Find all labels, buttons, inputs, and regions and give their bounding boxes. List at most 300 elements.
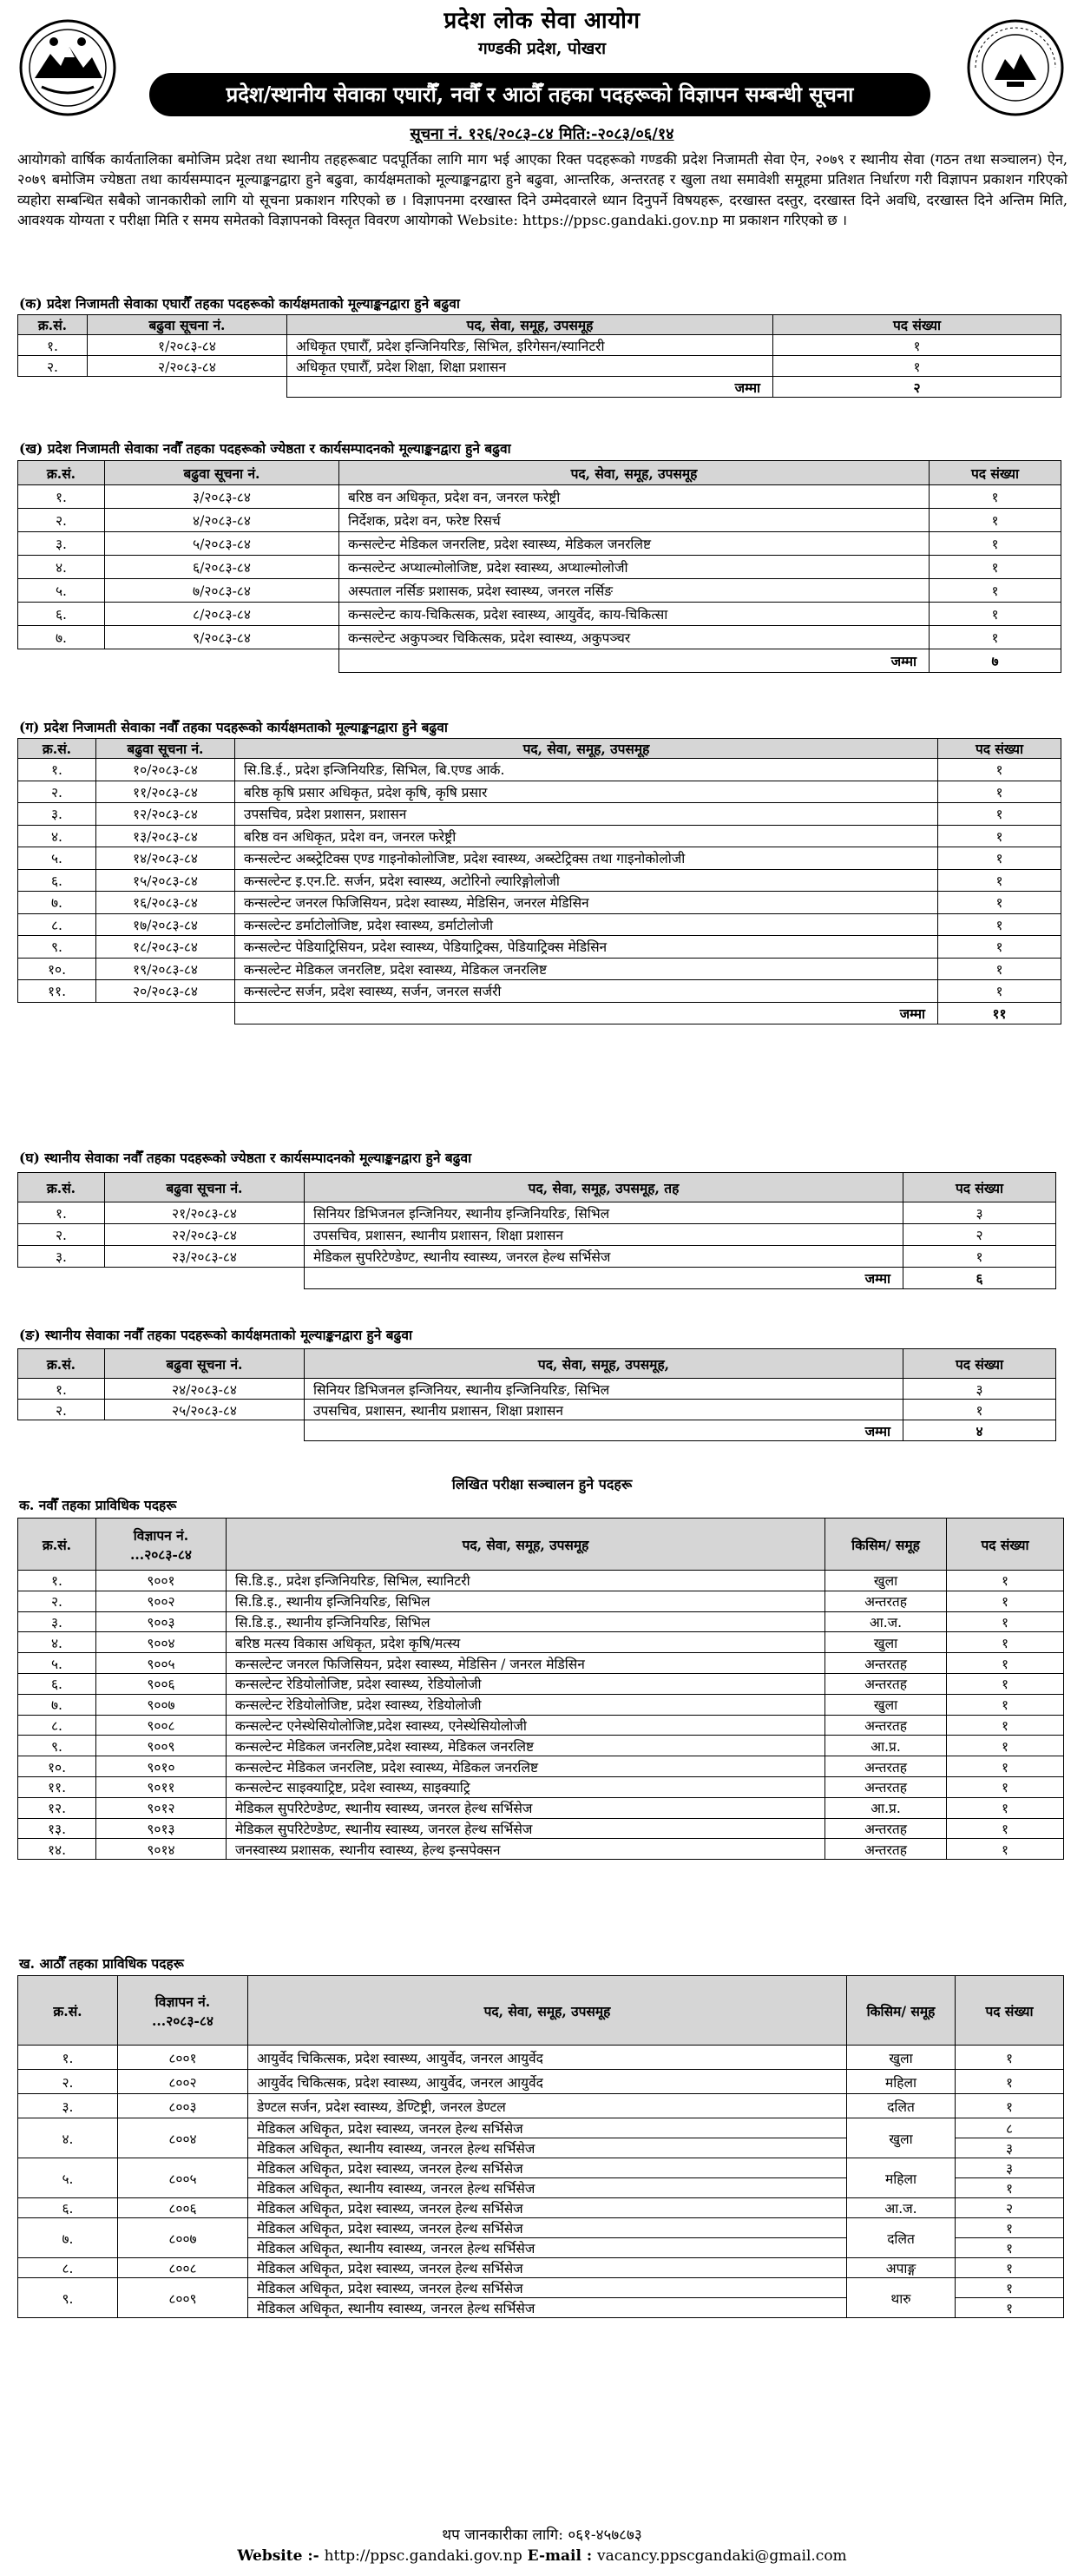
post-cell: उपसचिव, प्रदेश प्रशासन, प्रशासन <box>235 803 938 826</box>
section-kha-title: (ख) प्रदेश निजामती सेवाका नवौँ तहका पदहरूको ज्येष्ठता र कार्यसम्पादनको मूल्याङ्कनद्वारा हुने बढुवा <box>19 440 511 457</box>
group-cell: अन्तरतह <box>825 1653 947 1674</box>
serial-cell: ९. <box>18 936 96 959</box>
serial-cell: ११. <box>18 1776 96 1797</box>
notice-no-cell: १७/२०८३-८४ <box>96 913 235 936</box>
blank-cell <box>18 649 339 673</box>
serial-cell: ११. <box>18 980 96 1003</box>
serial-cell: ७. <box>18 2218 118 2258</box>
count-cell: १ <box>930 603 1061 626</box>
table-row <box>18 1756 1064 1777</box>
group-cell: खुला <box>825 1632 947 1653</box>
count-cell: २ <box>903 1224 1056 1246</box>
notice-banner: प्रदेश/स्थानीय सेवाका एघारौँ, नवौँ र आठौँ तहका पदहरूको विज्ञापन सम्बन्धी सूचना <box>149 73 930 116</box>
table-row <box>18 936 1061 959</box>
count-cell: १ <box>956 2094 1064 2118</box>
post-cell: मेडिकल अधिकृत, प्रदेश स्वास्थ्य, जनरल हेल्थ सर्भिसेज <box>248 2118 847 2138</box>
serial-cell: १. <box>18 1202 105 1224</box>
post-cell: सि.डि.इ., प्रदेश इन्जिनियरिङ, सिभिल, स्यानिटरी <box>227 1571 825 1591</box>
post-cell: कन्सल्टेन्ट मेडिकल जनरलिष्ट,प्रदेश स्वास्थ्य, मेडिकल जनरलिष्ट <box>227 1736 825 1756</box>
table-row <box>18 1246 1056 1268</box>
table-row <box>18 2158 1064 2178</box>
ad-no-cell: ८००२ <box>118 2070 248 2094</box>
post-cell: कन्सल्टेन्ट काय-चिकित्सक, प्रदेश स्वास्थ्य, आयुर्वेद, काय-चिकित्सा <box>339 603 930 626</box>
count-cell: ३ <box>956 2158 1064 2178</box>
col-header: पद, सेवा, समूह, उपसमूह, <box>305 1349 903 1379</box>
count-cell: १ <box>947 1797 1064 1818</box>
ad-no-cell: ८००८ <box>118 2258 248 2278</box>
count-cell: १ <box>930 626 1061 649</box>
notice-no-cell: १५/२०८३-८४ <box>96 869 235 892</box>
total-row <box>18 1002 1061 1024</box>
serial-cell: २. <box>18 2070 118 2094</box>
notice-no-cell: ८/२०८३-८४ <box>105 603 339 626</box>
table-row <box>18 980 1061 1003</box>
post-cell: सिनियर डिभिजनल इन्जिनियर, स्थानीय इन्जिनियरिङ, सिभिल <box>305 1379 903 1400</box>
notice-no-cell: २५/२०८३-८४ <box>105 1400 305 1420</box>
notice-no-cell: १६/२०८३-८४ <box>96 892 235 914</box>
count-cell: १ <box>956 2046 1064 2070</box>
serial-cell: २. <box>18 1591 96 1611</box>
count-cell: १ <box>930 556 1061 579</box>
blank-cell <box>18 377 287 398</box>
col-header: पद, सेवा, समूह, उपसमूह <box>339 461 930 485</box>
serial-cell: ६. <box>18 603 105 626</box>
post-cell: मेडिकल अधिकृत, प्रदेश स्वास्थ्य, जनरल हेल्थ सर्भिसेज <box>248 2258 847 2278</box>
count-cell: १ <box>903 1246 1056 1268</box>
serial-cell: ६. <box>18 869 96 892</box>
table-row <box>18 825 1061 847</box>
col-header: क्र.सं. <box>18 739 96 759</box>
total-value: २ <box>773 377 1061 398</box>
post-cell: कन्सल्टेन्ट एनेस्थेसियोलोजिष्ट,प्रदेश स्वास्थ्य, एनेस्थेसियोलोजी <box>227 1715 825 1736</box>
post-cell: आयुर्वेद चिकित्सक, प्रदेश स्वास्थ्य, आयुर्वेद, जनरल आयुर्वेद <box>248 2046 847 2070</box>
count-cell: १ <box>956 2178 1064 2198</box>
total-label: जम्मा <box>287 377 773 398</box>
post-cell: मेडिकल अधिकृत, प्रदेश स्वास्थ्य, जनरल हेल्थ सर्भिसेज <box>248 2198 847 2218</box>
post-cell: सिनियर डिभिजनल इन्जिनियर, स्थानीय इन्जिनियरिङ, सिभिल <box>305 1202 903 1224</box>
ad-no-cell: ९०१२ <box>96 1797 227 1818</box>
ad-no-cell: ८००९ <box>118 2278 248 2318</box>
serial-cell: १३. <box>18 1818 96 1839</box>
group-cell: अन्तरतह <box>825 1756 947 1777</box>
table-row <box>18 1673 1064 1694</box>
total-value: ६ <box>903 1268 1056 1289</box>
serial-cell: १२. <box>18 1797 96 1818</box>
table-row <box>18 532 1061 556</box>
table-row <box>18 759 1061 781</box>
col-header: पद, सेवा, समूह, उपसमूह <box>248 1976 847 2046</box>
notice-no-cell: १९/२०८३-८४ <box>96 958 235 980</box>
post-cell: कन्सल्टेन्ट अप्थाल्मोलोजिष्ट, प्रदेश स्वास्थ्य, अप्थाल्मोलोजी <box>339 556 930 579</box>
post-cell: कन्सल्टेन्ट सर्जन, प्रदेश स्वास्थ्य, सर्जन, जनरल सर्जरी <box>235 980 938 1003</box>
ad-no-cell: ९००७ <box>96 1694 227 1715</box>
post-cell: मेडिकल अधिकृत, प्रदेश स्वास्थ्य, जनरल हेल्थ सर्भिसेज <box>248 2218 847 2238</box>
notice-no-cell: ५/२०८३-८४ <box>105 532 339 556</box>
col-header: बढुवा सूचना नं. <box>105 1349 305 1379</box>
page-subtitle: गण्डकी प्रदेश, पोखरा <box>477 39 606 58</box>
group-cell: खुला <box>825 1571 947 1591</box>
ad-no-cell: ८००४ <box>118 2118 248 2158</box>
table-row <box>18 1694 1064 1715</box>
table-row <box>18 1400 1056 1420</box>
count-cell: १ <box>930 509 1061 532</box>
table-row <box>18 1839 1064 1860</box>
table-row <box>18 892 1061 914</box>
notice-no-cell: ४/२०८३-८४ <box>105 509 339 532</box>
table-row <box>18 2258 1064 2278</box>
serial-cell: १०. <box>18 958 96 980</box>
serial-cell: ९. <box>18 1736 96 1756</box>
post-cell: बरिष्ठ मत्स्य विकास अधिकृत, प्रदेश कृषि/मत्स्य <box>227 1632 825 1653</box>
table-ninth-technical <box>17 1518 1064 1860</box>
table-body <box>18 485 1061 673</box>
serial-cell: ८. <box>18 2258 118 2278</box>
eighth-level-title: ख. आठौँ तहका प्राविधिक पदहरू <box>19 1955 184 1972</box>
table-row <box>18 2278 1064 2298</box>
serial-cell: १०. <box>18 1756 96 1777</box>
post-cell: बरिष्ठ वन अधिकृत, प्रदेश वन, जनरल फरेष्ट्री <box>235 825 938 847</box>
notice-no-cell: १०/२०८३-८४ <box>96 759 235 781</box>
ad-no-cell: ८००१ <box>118 2046 248 2070</box>
table-row <box>18 781 1061 803</box>
post-cell: मेडिकल सुपरिटेण्डेण्ट, स्थानीय स्वास्थ्य, जनरल हेल्थ सर्भिसेज <box>227 1797 825 1818</box>
group-cell: आ.ज. <box>847 2198 956 2218</box>
group-cell: आ.प्र. <box>825 1797 947 1818</box>
ad-no-cell: ९००२ <box>96 1591 227 1611</box>
notice-no-cell: १३/२०८३-८४ <box>96 825 235 847</box>
group-cell: दलित <box>847 2218 956 2258</box>
serial-cell: ३. <box>18 803 96 826</box>
website-link[interactable]: http://ppsc.gandaki.gov.np <box>324 2547 522 2565</box>
count-cell: १ <box>938 825 1061 847</box>
col-header: किसिम/ समूह <box>847 1976 956 2046</box>
written-exam-title: लिखित परीक्षा सञ्चालन हुने पदहरू <box>451 1476 633 1492</box>
blank-cell <box>18 1002 235 1024</box>
col-header: पद, सेवा, समूह, उपसमूह, तह <box>305 1173 903 1202</box>
group-cell: दलित <box>847 2094 956 2118</box>
ad-no-cell: ९०११ <box>96 1776 227 1797</box>
table-row <box>18 803 1061 826</box>
table-body <box>18 759 1061 1024</box>
post-cell: कन्सल्टेन्ट साइक्याट्रिष्ट, प्रदेश स्वास्थ्य, साइक्याट्रि <box>227 1776 825 1797</box>
ad-no-cell: ८००५ <box>118 2158 248 2198</box>
notice-number: सूचना नं. १२६/२०८३-८४ मिति:-२०८३/०६/१४ <box>410 125 674 143</box>
serial-cell: ८. <box>18 1715 96 1736</box>
ad-no-cell: ९०१३ <box>96 1818 227 1839</box>
col-header: क्र.सं. <box>18 1349 105 1379</box>
total-label: जम्मा <box>305 1268 903 1289</box>
table-row <box>18 1715 1064 1736</box>
table-body <box>18 2046 1064 2318</box>
table-section-ka <box>17 314 1061 398</box>
table-row <box>18 1776 1064 1797</box>
total-label: जम्मा <box>339 649 930 673</box>
table-row <box>18 509 1061 532</box>
serial-cell: ३. <box>18 1611 96 1632</box>
section-ga-title: (ग) प्रदेश निजामती सेवाका नवौँ तहका पदहरूको कार्यक्षमताको मूल्याङ्कनद्वारा हुने बढुवा <box>19 719 448 735</box>
count-cell: १ <box>947 1756 1064 1777</box>
serial-cell: १. <box>18 1571 96 1591</box>
serial-cell: ४. <box>18 556 105 579</box>
table-section-kha <box>17 460 1061 673</box>
post-cell: मेडिकल अधिकृत, स्थानीय स्वास्थ्य, जनरल हेल्थ सर्भिसेज <box>248 2178 847 2198</box>
group-cell: अन्तरतह <box>825 1591 947 1611</box>
notice-no-cell: २०/२०८३-८४ <box>96 980 235 1003</box>
table-body <box>18 1202 1056 1289</box>
post-cell: कन्सल्टेन्ट डर्माटोलोजिष्ट, प्रदेश स्वास्थ्य, डर्माटोलोजी <box>235 913 938 936</box>
post-cell: जनस्वास्थ्य प्रशासक, स्थानीय स्वास्थ्य, हेल्थ इन्सपेक्सन <box>227 1839 825 1860</box>
serial-cell: ८. <box>18 913 96 936</box>
table-row <box>18 1611 1064 1632</box>
count-cell: १ <box>930 579 1061 603</box>
group-cell: महिला <box>847 2158 956 2198</box>
serial-cell: २. <box>18 1400 105 1420</box>
serial-cell: १. <box>18 759 96 781</box>
table-row <box>18 1736 1064 1756</box>
post-cell: मेडिकल अधिकृत, स्थानीय स्वास्थ्य, जनरल हेल्थ सर्भिसेज <box>248 2238 847 2258</box>
count-cell: १ <box>947 1818 1064 1839</box>
group-cell: अन्तरतह <box>825 1818 947 1839</box>
post-cell: मेडिकल सुपरिटेण्डेण्ट, स्थानीय स्वास्थ्य, जनरल हेल्थ सर्भिसेज <box>305 1246 903 1268</box>
footer-links: Website :- http://ppsc.gandaki.gov.np E-mail : vacancy.ppscgandaki@gmail.com <box>237 2547 847 2565</box>
count-cell: ३ <box>903 1379 1056 1400</box>
serial-cell: ५. <box>18 847 96 870</box>
total-row <box>18 377 1061 398</box>
count-cell: १ <box>947 1632 1064 1653</box>
notice-no-cell: २२/२०८३-८४ <box>105 1224 305 1246</box>
post-cell: कन्सल्टेन्ट मेडिकल जनरलिष्ट, प्रदेश स्वास्थ्य, मेडिकल जनरलिष्ट <box>339 532 930 556</box>
notice-no-cell: १/२०८३-८४ <box>88 335 287 356</box>
count-cell: १ <box>956 2070 1064 2094</box>
intro-paragraph: आयोगको वार्षिक कार्यतालिका बमोजिम प्रदेश तथा स्थानीय तहहरूबाट पदपूर्तिका लागि माग भई आएका रिक्त पदहरूको गण्डकी प्रदेश निजामती सेवा ऐन, २०७९ र स्थानीय सेवा (गठन तथा सञ्चालन) ऐन, २०७९ बमोजिम ज्येष्ठता तथा कार्यसम्पादन मूल्याङ्कनद्वारा हुने बढुवा, कार्यक्षमताको मूल्याङ्कनद्वारा हुने बढुवा, आन्तरिक, अन्तरतह र खुला तथा समावेशी समूहमा प्रतिशत निर्धारण गरी विज्ञापन प्रकाशन गरिएको व्यहोरा सम्बन्धित सबैको जानकारीको लागि यो सूचना प्रकाशन गरिएको छ । विज्ञापनमा दरखास्त दिने उम्मेदवारले ध्यान दिनुपर्ने विषयहरू, दरखास्त दस्तुर, दरखास्त दिने अवधि, दरखास्त दिने अन्तिम मिति, आवश्यक योग्यता र परीक्षा मिति र समय समेतको विज्ञापनको विस्तृत विवरण आयोगको Website: https://ppsc.gandaki.gov.np मा प्रकाशन गरिएको छ । <box>17 151 1068 229</box>
ad-no-cell: ९००९ <box>96 1736 227 1756</box>
post-cell: बरिष्ठ वन अधिकृत, प्रदेश वन, जनरल फरेष्ट्री <box>339 485 930 509</box>
table-row <box>18 2118 1064 2138</box>
post-cell: कन्सल्टेन्ट जनरल फिजिसियन, प्रदेश स्वास्थ्य, मेडिसिन / जनरल मेडिसिन <box>227 1653 825 1674</box>
table-row <box>18 485 1061 509</box>
table-row <box>18 913 1061 936</box>
col-header: बढुवा सूचना नं. <box>105 461 339 485</box>
count-cell: १ <box>930 532 1061 556</box>
count-cell: १ <box>947 1776 1064 1797</box>
post-cell: मेडिकल अधिकृत, प्रदेश स्वास्थ्य, जनरल हेल्थ सर्भिसेज <box>248 2278 847 2298</box>
ad-no-cell: ८००६ <box>118 2198 248 2218</box>
col-header: पद, सेवा, समूह, उपसमूह <box>235 739 938 759</box>
notice-no-cell: २/२०८३-८४ <box>88 356 287 377</box>
count-cell: १ <box>947 1591 1064 1611</box>
section-gha-title: (घ) स्थानीय सेवाका नवौँ तहका पदहरूको ज्येष्ठता र कार्यसम्पादनको मूल्याङ्कनद्वारा हुने बढुवा <box>19 1150 472 1166</box>
serial-cell: २. <box>18 356 88 377</box>
count-cell: १ <box>773 335 1061 356</box>
notice-no-cell: ९/२०८३-८४ <box>105 626 339 649</box>
table-section-gha <box>17 1172 1056 1289</box>
ad-no-cell: ९०१४ <box>96 1839 227 1860</box>
table-row <box>18 1591 1064 1611</box>
count-cell: १ <box>938 958 1061 980</box>
post-cell: निर्देशक, प्रदेश वन, फरेष्ट रिसर्च <box>339 509 930 532</box>
table-row <box>18 626 1061 649</box>
post-cell: कन्सल्टेन्ट अब्स्ट्रेटिक्स एण्ड गाइनोकोलोजिष्ट, प्रदेश स्वास्थ्य, अब्स्टेट्रिक्स तथा गाइनोकोलोजी <box>235 847 938 870</box>
count-cell: १ <box>938 869 1061 892</box>
serial-cell: १४. <box>18 1839 96 1860</box>
notice-no-cell: २४/२०८३-८४ <box>105 1379 305 1400</box>
group-cell: अन्तरतह <box>825 1776 947 1797</box>
page-title: प्रदेश लोक सेवा आयोग <box>443 8 641 34</box>
count-cell: ८ <box>956 2118 1064 2138</box>
col-header: किसिम/ समूह <box>825 1519 947 1571</box>
col-header: क्र.सं. <box>18 1976 118 2046</box>
table-row <box>18 579 1061 603</box>
table-row <box>18 356 1061 377</box>
table-row <box>18 847 1061 870</box>
count-cell: १ <box>956 2238 1064 2258</box>
ad-no-cell: ९००४ <box>96 1632 227 1653</box>
group-cell: अन्तरतह <box>825 1839 947 1860</box>
serial-cell: १. <box>18 335 88 356</box>
count-cell: २ <box>956 2198 1064 2218</box>
count-cell: १ <box>956 2298 1064 2318</box>
serial-cell: ४. <box>18 2118 118 2158</box>
count-cell: १ <box>938 936 1061 959</box>
group-cell: अन्तरतह <box>825 1673 947 1694</box>
post-cell: अधिकृत एघारौँ, प्रदेश शिक्षा, शिक्षा प्रशासन <box>287 356 773 377</box>
serial-cell: ६. <box>18 2198 118 2218</box>
serial-cell: ३. <box>18 532 105 556</box>
count-cell: १ <box>956 2258 1064 2278</box>
total-row <box>18 649 1061 673</box>
col-header: क्र.सं. <box>18 1173 105 1202</box>
serial-cell: ७. <box>18 1694 96 1715</box>
section-ka-title: (क) प्रदेश निजामती सेवाका एघारौँ तहका पदहरूको कार्यक्षमताको मूल्याङ्कनद्वारा हुने बढुवा <box>19 295 460 312</box>
count-cell: १ <box>947 1694 1064 1715</box>
count-cell: १ <box>947 1611 1064 1632</box>
post-cell: मेडिकल अधिकृत, प्रदेश स्वास्थ्य, जनरल हेल्थ सर्भिसेज <box>248 2158 847 2178</box>
count-cell: १ <box>947 1673 1064 1694</box>
col-header: पद संख्या <box>903 1173 1056 1202</box>
table-section-ga <box>17 738 1061 1024</box>
col-header: बढुवा सूचना नं. <box>96 739 235 759</box>
count-cell: १ <box>938 892 1061 914</box>
post-cell: कन्सल्टेन्ट जनरल फिजिसियन, प्रदेश स्वास्थ्य, मेडिसिन, जनरल मेडिसिन <box>235 892 938 914</box>
post-cell: मेडिकल सुपरिटेण्डेण्ट, स्थानीय स्वास्थ्य, जनरल हेल्थ सर्भिसेज <box>227 1818 825 1839</box>
table-row <box>18 869 1061 892</box>
table-eighth-technical <box>17 1975 1064 2318</box>
ad-no-cell: ८००३ <box>118 2094 248 2118</box>
total-value: ७ <box>930 649 1061 673</box>
table-row <box>18 1571 1064 1591</box>
ad-no-cell: ९००१ <box>96 1571 227 1591</box>
table-body <box>18 1379 1056 1441</box>
ad-no-cell: ८००७ <box>118 2218 248 2258</box>
table-row <box>18 1379 1056 1400</box>
email-link[interactable]: vacancy.ppscgandaki@gmail.com <box>597 2547 847 2565</box>
total-label: जम्मा <box>235 1002 938 1024</box>
post-cell: अस्पताल नर्सिङ प्रशासक, प्रदेश स्वास्थ्य, जनरल नर्सिङ <box>339 579 930 603</box>
section-nga-title: (ङ) स्थानीय सेवाका नवौँ तहका पदहरूको कार्यक्षमताको मूल्याङ्कनद्वारा हुने बढुवा <box>19 1327 412 1343</box>
post-cell: मेडिकल अधिकृत, स्थानीय स्वास्थ्य, जनरल हेल्थ सर्भिसेज <box>248 2298 847 2318</box>
ad-no-cell: ९००६ <box>96 1673 227 1694</box>
table-row <box>18 556 1061 579</box>
ad-no-cell: ९०१० <box>96 1756 227 1777</box>
table-row <box>18 2070 1064 2094</box>
col-header: पद संख्या <box>903 1349 1056 1379</box>
count-cell: १ <box>947 1571 1064 1591</box>
serial-cell: १. <box>18 485 105 509</box>
col-header: बढुवा सूचना नं. <box>105 1173 305 1202</box>
col-header: पद संख्या <box>938 739 1061 759</box>
post-cell: उपसचिव, प्रशासन, स्थानीय प्रशासन, शिक्षा प्रशासन <box>305 1224 903 1246</box>
table-row <box>18 1632 1064 1653</box>
serial-cell: ५. <box>18 579 105 603</box>
col-header: क्र.सं. <box>18 1519 96 1571</box>
count-cell: ३ <box>903 1202 1056 1224</box>
table-row <box>18 335 1061 356</box>
table-row <box>18 2198 1064 2218</box>
serial-cell: २. <box>18 781 96 803</box>
table-row <box>18 1202 1056 1224</box>
serial-cell: २. <box>18 1224 105 1246</box>
post-cell: कन्सल्टेन्ट रेडियोलोजिष्ट, प्रदेश स्वास्थ्य, रेडियोलोजी <box>227 1673 825 1694</box>
count-cell: १ <box>956 2218 1064 2238</box>
count-cell: १ <box>938 913 1061 936</box>
count-cell: १ <box>947 1736 1064 1756</box>
post-cell: अधिकृत एघारौँ, प्रदेश इन्जिनियरिङ, सिभिल, इरिगेसन/स्यानिटरी <box>287 335 773 356</box>
serial-cell: ७. <box>18 626 105 649</box>
serial-cell: ६. <box>18 1673 96 1694</box>
post-cell: डेण्टल सर्जन, प्रदेश स्वास्थ्य, डेण्टिष्ट्री, जनरल डेण्टल <box>248 2094 847 2118</box>
post-cell: उपसचिव, प्रशासन, स्थानीय प्रशासन, शिक्षा प्रशासन <box>305 1400 903 1420</box>
col-header: पद, सेवा, समूह, उपसमूह <box>287 315 773 335</box>
ad-no-cell: ९००८ <box>96 1715 227 1736</box>
group-cell: अन्तरतह <box>825 1715 947 1736</box>
table-row <box>18 2094 1064 2118</box>
total-label: जम्मा <box>305 1420 903 1441</box>
col-header: पद, सेवा, समूह, उपसमूह <box>227 1519 825 1571</box>
count-cell: १ <box>903 1400 1056 1420</box>
count-cell: १ <box>938 803 1061 826</box>
serial-cell: ७. <box>18 892 96 914</box>
count-cell: १ <box>938 980 1061 1003</box>
table-section-nga <box>17 1348 1056 1441</box>
count-cell: १ <box>956 2278 1064 2298</box>
group-cell: आ.प्र. <box>825 1736 947 1756</box>
col-header: क्र.सं. <box>18 315 88 335</box>
serial-cell: ३. <box>18 2094 118 2118</box>
serial-cell: ३. <box>18 1246 105 1268</box>
blank-cell <box>18 1268 305 1289</box>
serial-cell: ९. <box>18 2278 118 2318</box>
serial-cell: ५. <box>18 1653 96 1674</box>
table-row <box>18 1653 1064 1674</box>
count-cell: १ <box>938 759 1061 781</box>
serial-cell: ५. <box>18 2158 118 2198</box>
col-header: पद संख्या <box>947 1519 1064 1571</box>
total-row <box>18 1268 1056 1289</box>
group-cell: अपाङ्ग <box>847 2258 956 2278</box>
col-header: पद संख्या <box>930 461 1061 485</box>
col-header: विज्ञापन नं. ...२०८३-८४ <box>96 1519 227 1571</box>
table-row <box>18 958 1061 980</box>
serial-cell: २. <box>18 509 105 532</box>
group-cell: खुला <box>847 2046 956 2070</box>
col-header: क्र.सं. <box>18 461 105 485</box>
serial-cell: १. <box>18 2046 118 2070</box>
serial-cell: ४. <box>18 1632 96 1653</box>
notice-no-cell: ११/२०८३-८४ <box>96 781 235 803</box>
total-row <box>18 1420 1056 1441</box>
group-cell: थारु <box>847 2278 956 2318</box>
count-cell: १ <box>930 485 1061 509</box>
